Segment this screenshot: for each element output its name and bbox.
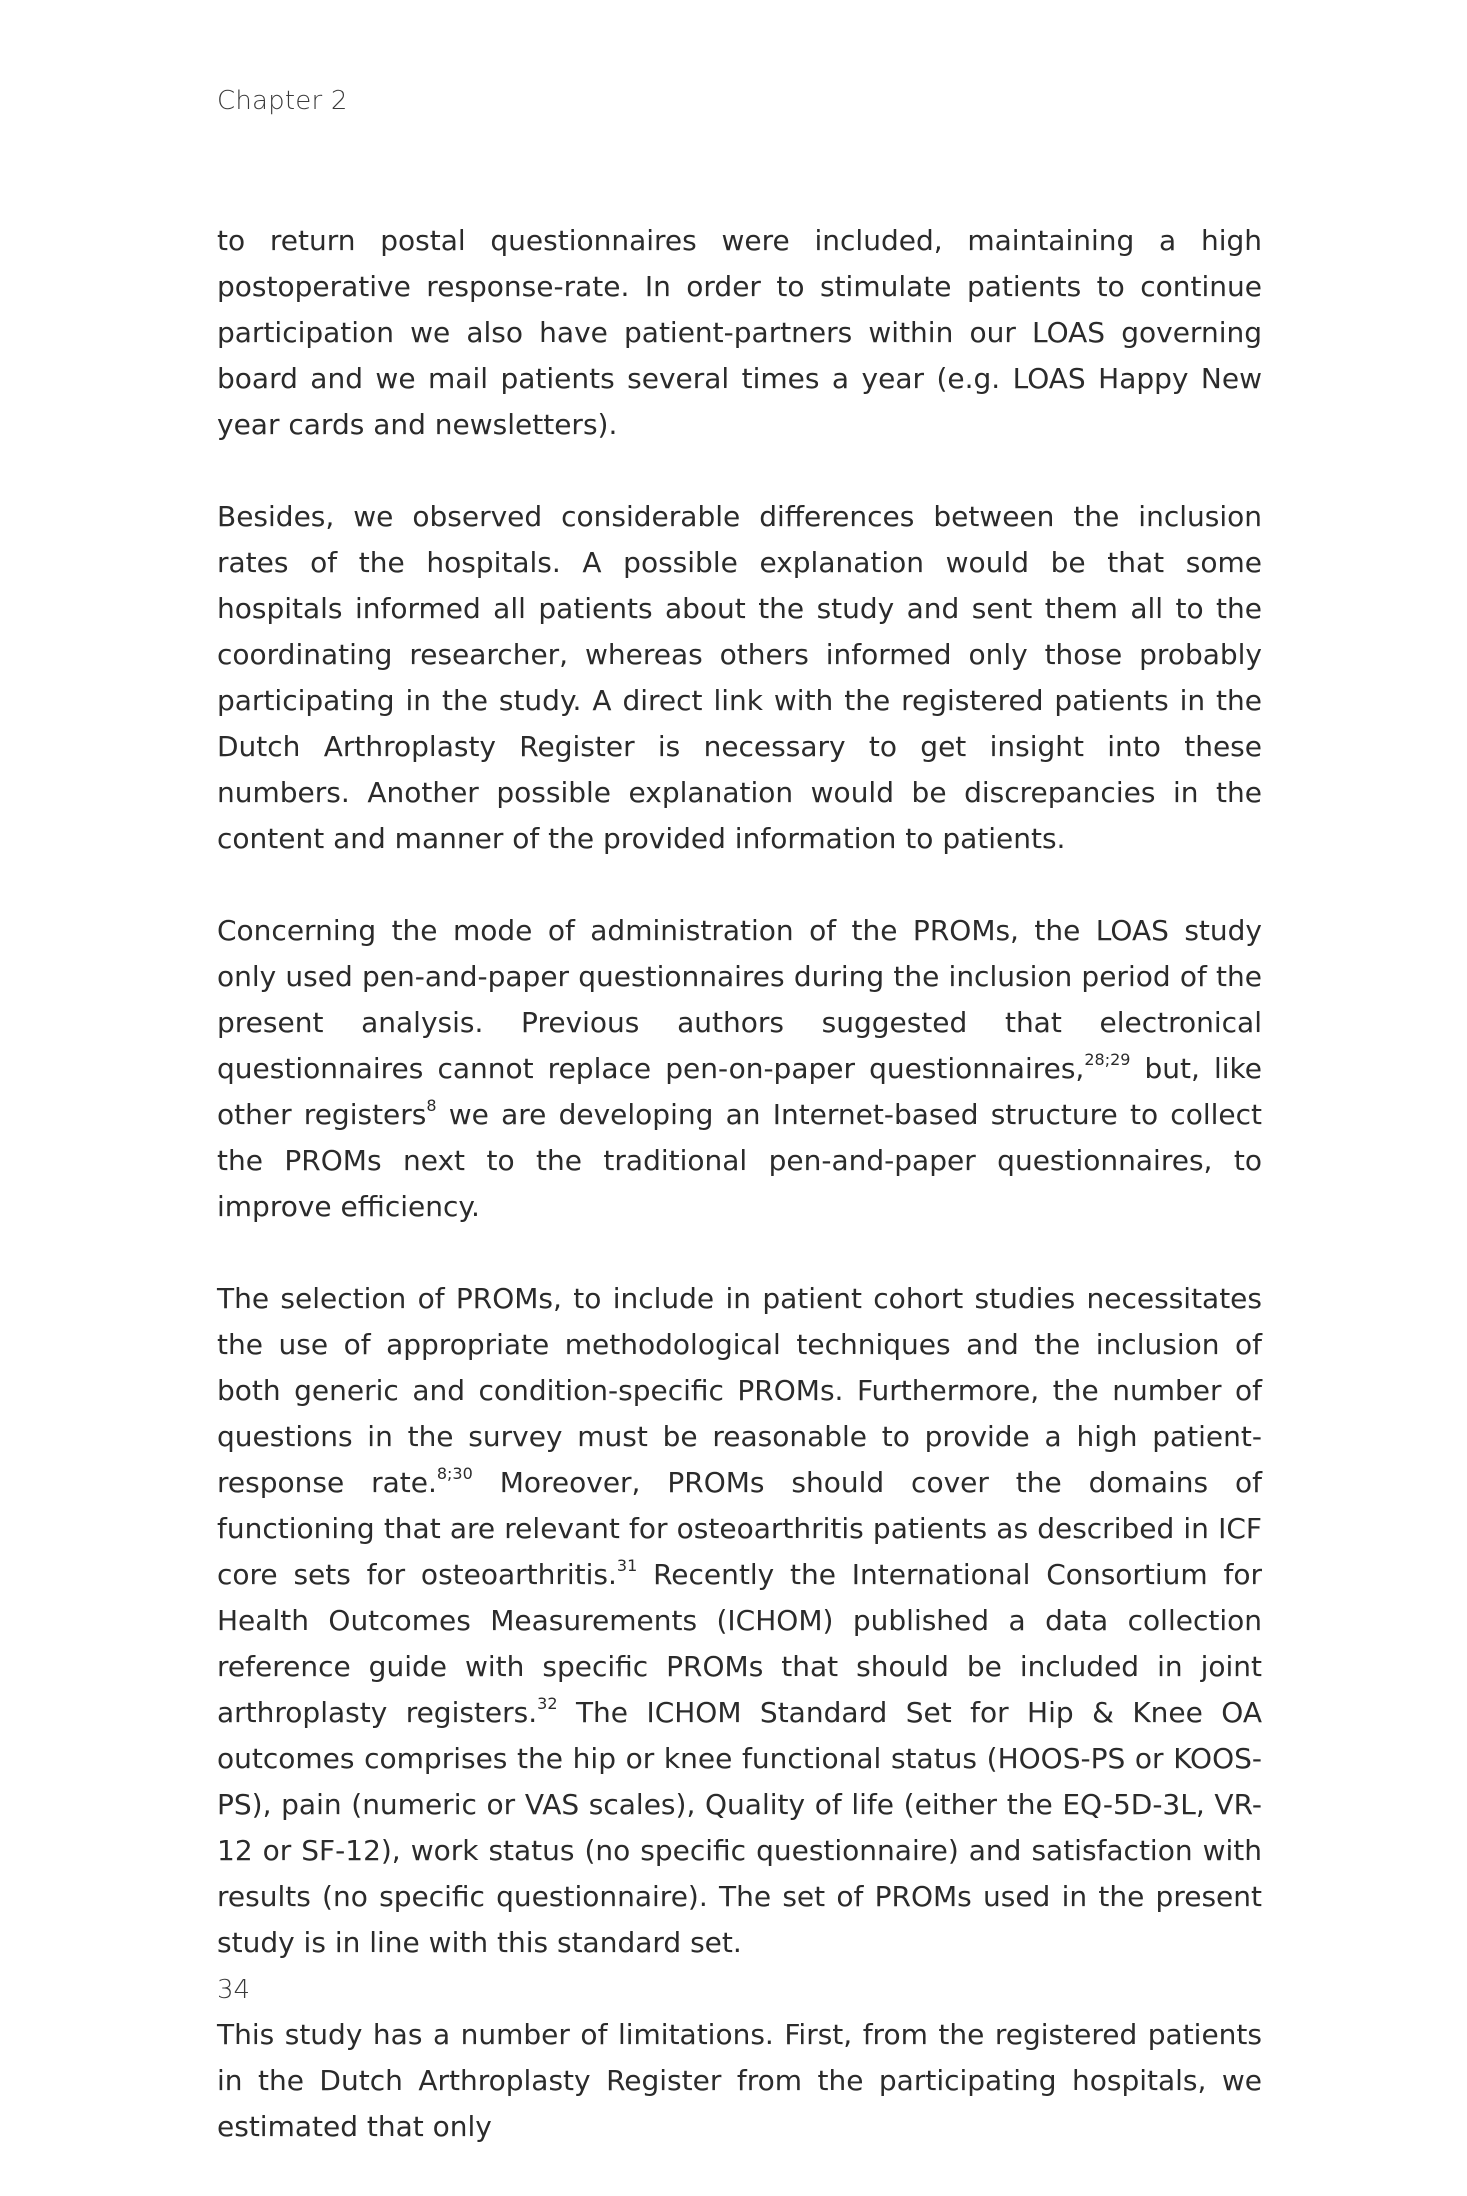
paragraph-text: but, like other registers — [217, 1052, 1263, 1131]
paragraph-text: we are developing an Internet-based structure to collect the PROMs next to the traditional pen-and-paper questionnaires, to improve efficiency. — [217, 1098, 1262, 1223]
paragraph-text: to return postal questionnaires were included, maintaining a high postoperative response-rate. In order to stimulate patients to continue participation we also have patient-partners within our LOAS governing board and we mail patients several times a year (e.g. LOAS Happy New year cards and newsletters). — [217, 224, 1262, 441]
paragraph-text: Moreover, PROMs should cover the domains of functioning that are relevant for osteoarthritis patients as described in ICF core sets for osteoarthritis. — [217, 1466, 1262, 1591]
citation-superscript: 31 — [616, 1556, 638, 1575]
running-header: Chapter 2 — [217, 86, 348, 116]
body-text — [217, 218, 1262, 2196]
paragraph-3 — [217, 908, 1262, 1230]
paragraph-4 — [217, 1276, 1262, 1966]
paragraph-text: The selection of PROMs, to include in patient cohort studies necessitates the use of appropriate methodological techniques and the inclusion of both generic and condition-specific PROMs. Furthermore, the number of questions in the survey must be reasonable to provide a high patient-response rate. — [217, 1282, 1262, 1499]
citation-superscript: 28;29 — [1084, 1050, 1131, 1069]
paragraph-text: The ICHOM Standard Set for Hip & Knee OA outcomes comprises the hip or knee functional status (HOOS-PS or KOOS-PS), pain (numeric or VAS scales), Quality of life (either the EQ-5D-3L, VR-12 or SF-12), work status (no specific questionnaire) and satisfaction with results (no specific questionnaire). The set of PROMs used in the present study is in line with this standard set. — [217, 1696, 1263, 1959]
citation-superscript: 8 — [426, 1096, 437, 1115]
paragraph-text: Recently the International Consortium for Health Outcomes Measurements (ICHOM) published a data collection reference guide with specific PROMs that should be included in joint arthroplasty registers. — [217, 1558, 1262, 1729]
page-number: 34 — [217, 1975, 251, 2005]
paragraph-2 — [217, 494, 1262, 862]
citation-superscript: 32 — [537, 1694, 558, 1713]
paragraph-5 — [217, 2012, 1262, 2150]
paragraph-text: Concerning the mode of administration of the PROMs, the LOAS study only used pen-and-paper questionnaires during the inclusion period of the present analysis. Previous authors suggested that electronical questionnaires cannot replace pen-on-paper questionnaires, — [217, 914, 1262, 1085]
paragraph-text: This study has a number of limitations. First, from the registered patients in the Dutch Arthroplasty Register from the participating hospitals, we estimated that only — [217, 2018, 1262, 2143]
paragraph-text: Besides, we observed considerable differences between the inclusion rates of the hospitals. A possible explanation would be that some hospitals informed all patients about the study and sent them all to the coordinating researcher, whereas others informed only those probably participating in the study. A direct link with the registered patients in the Dutch Arthroplasty Register is necessary to get insight into these numbers. Another possible explanation would be discrepancies in the content and manner of the provided information to patients. — [217, 500, 1262, 855]
paragraph-1 — [217, 218, 1262, 448]
citation-superscript: 8;30 — [436, 1464, 473, 1483]
